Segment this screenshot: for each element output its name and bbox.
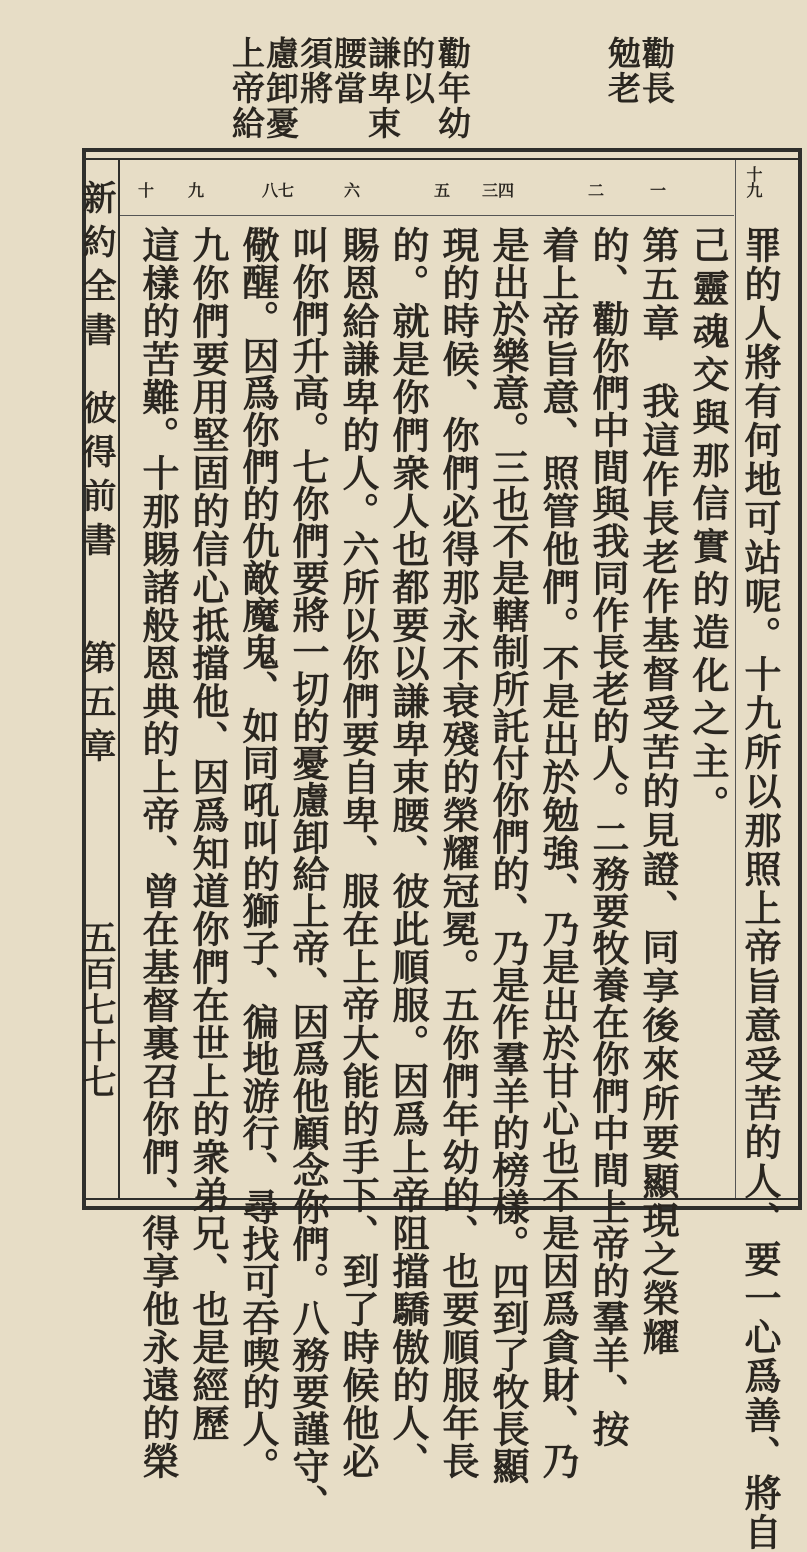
verse-index-10: 十 bbox=[138, 181, 155, 200]
margin-book-title: 新約全書 bbox=[76, 180, 116, 356]
verse-index-9: 九 bbox=[188, 181, 205, 200]
heading-right-col1: 勸長 bbox=[637, 36, 676, 106]
text-column-13: 這樣的苦難。十那賜諸般恩典的上帝、曾在基督裏召你們、得享他永遠的榮 bbox=[136, 226, 180, 1480]
verse-index-7-8: 八七 bbox=[262, 181, 295, 200]
heading-left-col4: 腰當 bbox=[329, 36, 368, 106]
text-column-8: 的。就是你們衆人也都要以謙卑束腰、彼此順服。因爲上帝阻擋驕傲的人、 bbox=[386, 226, 430, 1480]
text-column-2: 己靈魂交與那信實的造化之主。 bbox=[686, 226, 730, 828]
text-column-3: 第五章 我這作長老作基督受苦的見證、同享後來所要顯現之榮耀 bbox=[636, 226, 680, 1357]
heading-right-col2: 勉老 bbox=[603, 36, 642, 106]
verse-index-1: 一 bbox=[650, 181, 667, 200]
heading-left-col7: 上帝給 bbox=[227, 36, 266, 141]
text-column-9: 賜恩給謙卑的人。六所以你們要自卑、服在上帝大能的手下、到了時候他必 bbox=[336, 226, 380, 1480]
text-column-5: 着上帝旨意、照管他們。不是出於勉強、乃是出於甘心也不是因爲貪財、乃 bbox=[536, 226, 580, 1480]
frame-inner-top-rule bbox=[82, 158, 802, 160]
text-column-4: 的、勸你們中間與我同作長老的人。二務要牧養在你們中間上帝的羣羊、按 bbox=[586, 226, 630, 1447]
verse-index-5: 五 bbox=[434, 181, 451, 200]
heading-left-col3: 謙卑束 bbox=[363, 36, 402, 141]
top-verse-number: 十九 bbox=[744, 166, 763, 198]
margin-chapter: 第五章 bbox=[76, 640, 116, 772]
text-column-12: 九你們要用堅固的信心抵擋他、因爲知道你們在世上的衆弟兄、也是經歷 bbox=[186, 226, 230, 1442]
verse-band-rule bbox=[120, 215, 734, 216]
heading-left-col2: 的以 bbox=[397, 36, 436, 106]
verse-index-6: 六 bbox=[344, 181, 361, 200]
verse-index-2: 二 bbox=[588, 181, 605, 200]
text-column-10: 叫你們升高。七你們要將一切的憂慮卸給上帝、因爲他顧念你們。八務要謹守、 bbox=[286, 226, 330, 1521]
text-column-11: 儆醒。因爲你們的仇敵魔鬼、如同吼叫的獅子、徧地游行、尋找可吞喫的人。 bbox=[236, 226, 280, 1484]
page-number: 五百七十七 bbox=[76, 920, 116, 1100]
text-column-1: 罪的人將有何地可站呢。十九所以那照上帝旨意受苦的人、要一心爲善、將自 bbox=[738, 226, 782, 1552]
text-column-6: 是出於樂意。三也不是轄制所託付你們的、乃是作羣羊的榜樣。四到了牧長顯 bbox=[486, 226, 530, 1484]
heading-left-col6: 慮卸憂 bbox=[261, 36, 300, 141]
margin-divider bbox=[118, 160, 120, 1198]
verse-index-3-4: 三四 bbox=[482, 181, 515, 200]
heading-left-col1: 勸年幼 bbox=[433, 36, 472, 141]
right-column-rule bbox=[735, 160, 736, 1198]
text-column-7: 現的時候、你們必得那永不衰殘的榮耀冠冕。五你們年幼的、也要順服年長 bbox=[436, 226, 480, 1480]
margin-epistle-title: 彼得前書 bbox=[76, 390, 116, 566]
heading-left-col5: 須將 bbox=[295, 36, 334, 106]
